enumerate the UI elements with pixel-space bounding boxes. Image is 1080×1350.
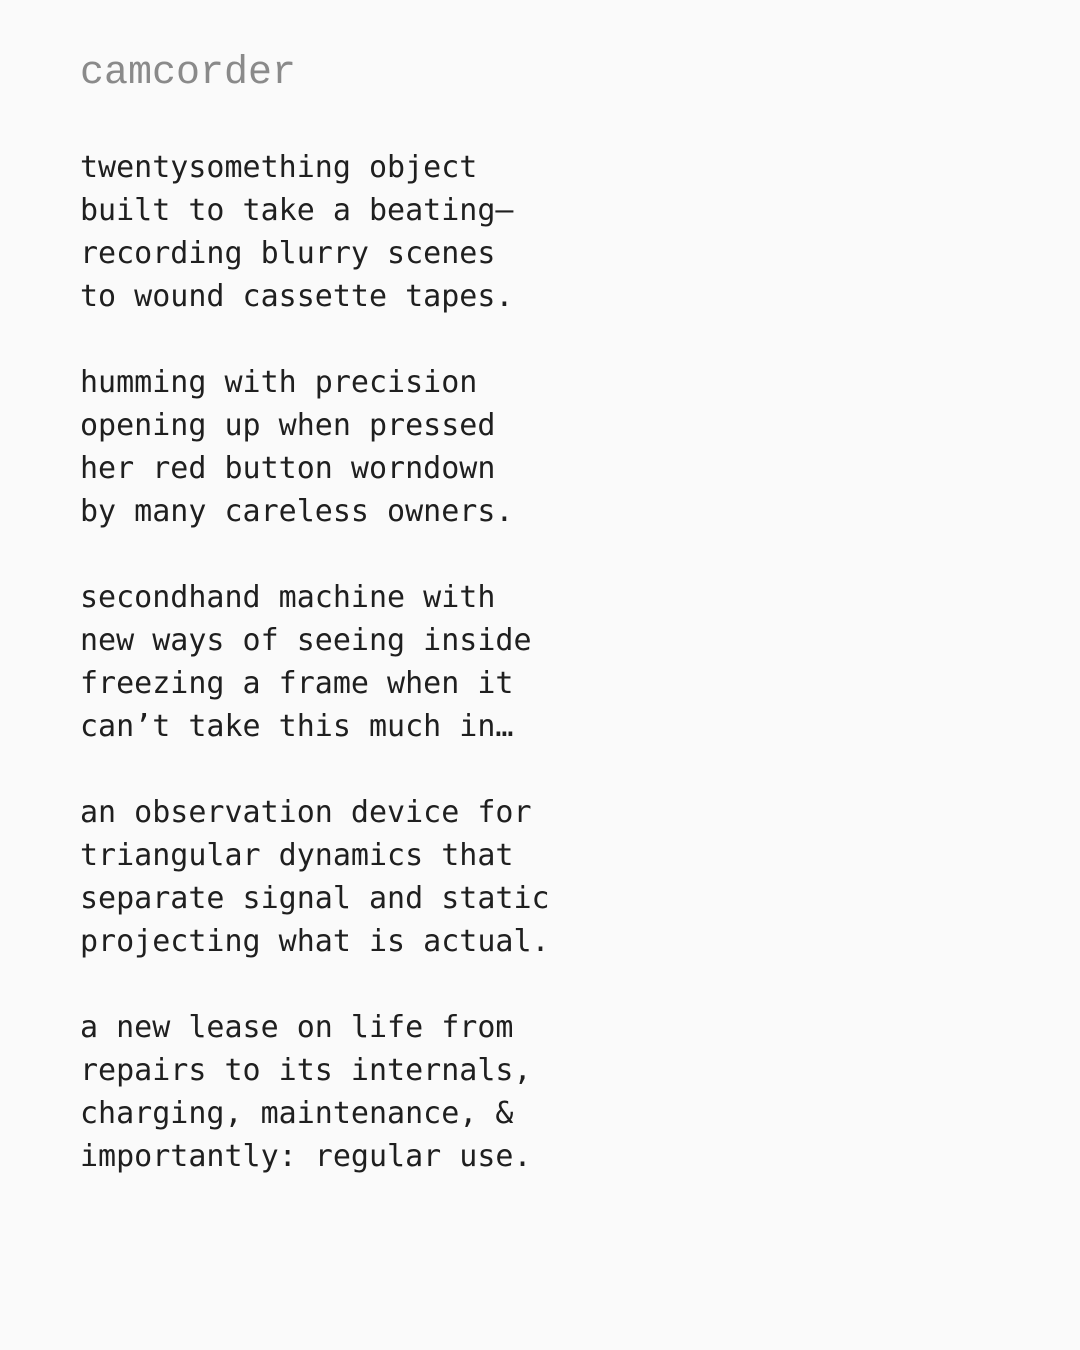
poem-line: freezing a frame when it (80, 666, 514, 701)
stanza-5 (80, 1006, 980, 1178)
poem-title: camcorder (80, 51, 297, 96)
poem-line: by many careless owners. (80, 494, 514, 529)
poem-line: recording blurry scenes (80, 236, 496, 271)
poem-line: importantly: regular use. (80, 1139, 532, 1174)
poem-line: repairs to its internals, (80, 1053, 532, 1088)
stanza-1 (80, 146, 980, 318)
stanza-2 (80, 361, 980, 533)
poem-line: a new lease on life from (80, 1010, 514, 1045)
poem-line: to wound cassette tapes. (80, 279, 514, 314)
poem-line: opening up when pressed (80, 408, 496, 443)
poem-body (80, 146, 980, 1178)
poem-line: secondhand machine with (80, 580, 496, 615)
poem-line: humming with precision (80, 365, 478, 400)
poem-line: built to take a beating— (80, 193, 514, 228)
poem-line: projecting what is actual. (80, 924, 550, 959)
stanza-3 (80, 576, 980, 748)
poem-line: new ways of seeing inside (80, 623, 532, 658)
poem-line: separate signal and static (80, 881, 550, 916)
poem-page (80, 48, 980, 1221)
poem-line: charging, maintenance, & (80, 1096, 514, 1131)
poem-line: triangular dynamics that (80, 838, 514, 873)
poem-line: can’t take this much in… (80, 709, 514, 744)
poem-line: twentysomething object (80, 150, 478, 185)
poem-line: her red button worndown (80, 451, 496, 486)
poem-line: an observation device for (80, 795, 532, 830)
stanza-4 (80, 791, 980, 963)
